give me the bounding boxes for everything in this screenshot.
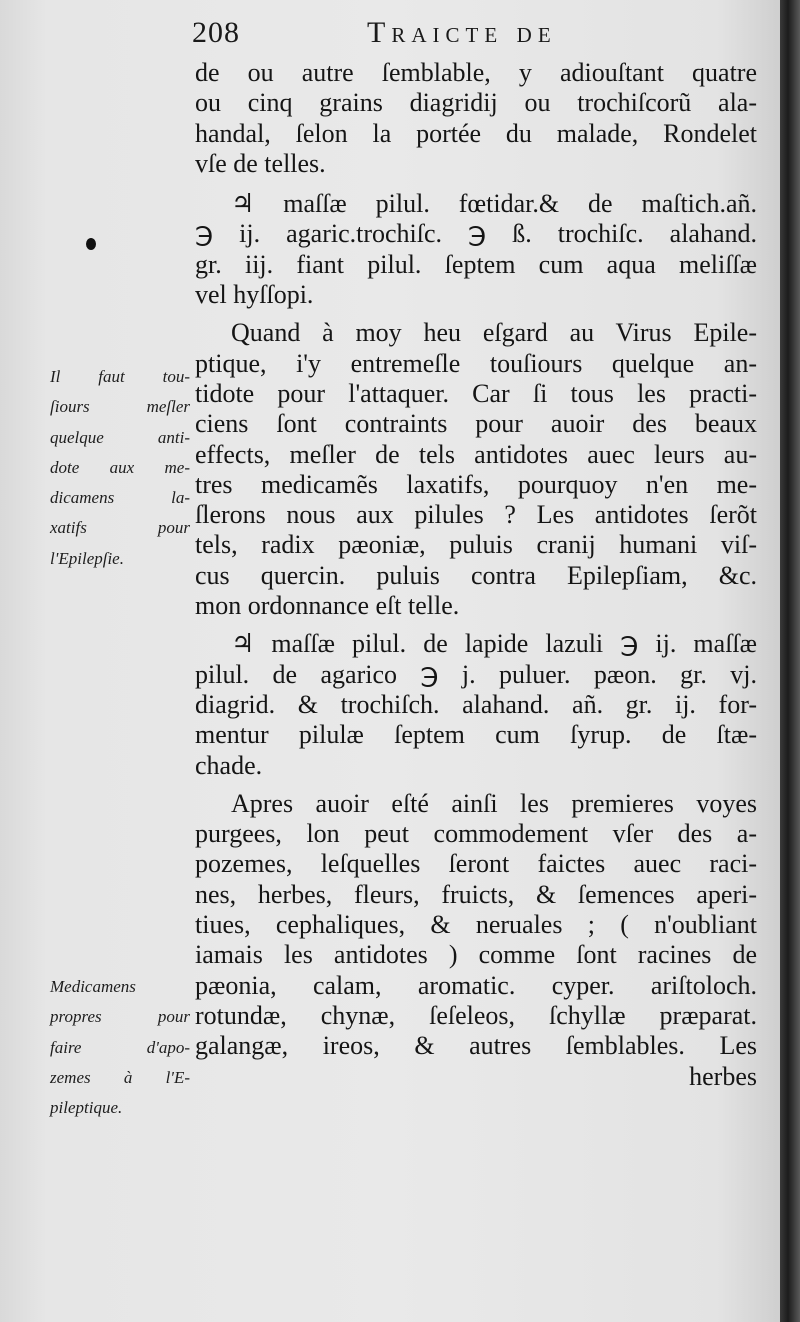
margin-line: Medicamens xyxy=(50,977,136,996)
text-line: pæonia, calam, aromatic. cyper. ariſtoloch. xyxy=(195,970,757,1000)
text-line: cus quercin. puluis contra Epilepſiam, &c. xyxy=(195,560,757,590)
text-line: ciens ſont contraints pour auoir des beaux xyxy=(195,409,757,439)
text-line: pilul. de agarico ℈ j. puluer. pæon. gr. vj. xyxy=(195,659,757,689)
text-line: de ou autre ſemblable, y adiouſtant quatre xyxy=(195,58,757,87)
text-line: diagrid. & trochiſch. alahand. añ. gr. ij. for- xyxy=(195,689,757,719)
text-line: ſlerons nous aux pilules ? Les antidotes ſerõt xyxy=(195,500,757,530)
text-line: rotundæ, chynæ, ſeſeleos, ſchyllæ præparat. xyxy=(195,1000,757,1030)
text-line: ou cinq grains diagridij ou trochiſcorũ ala- xyxy=(195,88,757,118)
margin-note-apozemes xyxy=(50,972,190,1123)
catchword: herbes xyxy=(689,1061,757,1091)
margin-line: zemes à l'E- xyxy=(50,1067,190,1087)
margin-line: pileptique. xyxy=(50,1098,123,1118)
margin-line: xatifs pour xyxy=(50,518,190,538)
text-line: tidote pour l'attaquer. Car ſi tous les practi- xyxy=(195,378,757,408)
text-line: purgees, lon peut commodement vſer des a- xyxy=(195,819,757,849)
text-line: ℈ ij. agaric.trochiſc. ℈ ß. trochiſc. alahand. xyxy=(195,219,757,249)
recipe-line: ♃ maſſæ pilul. fœtidar.& de maſtich.añ. xyxy=(231,189,757,219)
text-line: galangæ, ireos, & autres ſemblables. Les xyxy=(195,1031,757,1061)
text-line: mon ordonnance eſt telle. xyxy=(195,591,460,621)
paragraph-start: Apres auoir eſté ainſi les premieres voyes xyxy=(231,788,757,818)
margin-line: quelque anti- xyxy=(50,427,190,447)
text-line: chade. xyxy=(195,750,263,780)
margin-line: ſiours meſler xyxy=(50,397,190,417)
text-line: nes, herbes, fleurs, fruicts, & ſemences aperi- xyxy=(195,879,757,909)
margin-line: l'Epilepſie. xyxy=(50,548,124,568)
text-line: mentur pilulæ ſeptem cum ſyrup. de ſtæ- xyxy=(195,720,757,750)
margin-note-antidote xyxy=(50,362,190,574)
margin-line: Il faut tou- xyxy=(50,367,190,386)
margin-line: dote aux me- xyxy=(50,457,190,477)
text-line: tiues, cephaliques, & neruales ; ( n'oubliant xyxy=(195,910,757,940)
text-line: tres medicamẽs laxatifs, pourquoy n'en me- xyxy=(195,469,757,499)
running-title: Traicte de xyxy=(367,16,557,49)
page-number: 208 xyxy=(192,16,240,49)
page-header xyxy=(192,16,632,52)
text-line: ptique, i'y entremeſle touſiours quelque an- xyxy=(195,348,757,378)
margin-line: dicamens la- xyxy=(50,488,190,508)
text-line: tels, radix pæoniæ, puluis cranij humani viſ- xyxy=(195,530,757,560)
text-line: handal, ſelon la portée du malade, Rondelet xyxy=(195,118,757,148)
text-line: gr. iij. fiant pilul. ſeptem cum aqua meliſſæ xyxy=(195,249,757,279)
book-spine-edge xyxy=(780,0,800,1322)
text-line: iamais les antidotes ) comme ſont racines de xyxy=(195,940,757,970)
margin-line: faire d'apo- xyxy=(50,1037,190,1057)
recipe-line: ♃ maſſæ pilul. de lapide lazuli ℈ ij. maſſæ xyxy=(231,629,757,659)
ink-spot xyxy=(86,238,96,250)
text-line: pozemes, leſquelles ſeront faictes auec raci- xyxy=(195,849,757,879)
text-line: vſe de telles. xyxy=(195,148,326,178)
text-line: effects, meſler de tels antidotes auec leurs au- xyxy=(195,439,757,469)
paragraph-start: Quand à moy heu eſgard au Virus Epile- xyxy=(231,318,757,348)
text-line: vel hyſſopi. xyxy=(195,280,314,310)
margin-line: propres pour xyxy=(50,1007,190,1027)
main-text xyxy=(195,58,757,1092)
